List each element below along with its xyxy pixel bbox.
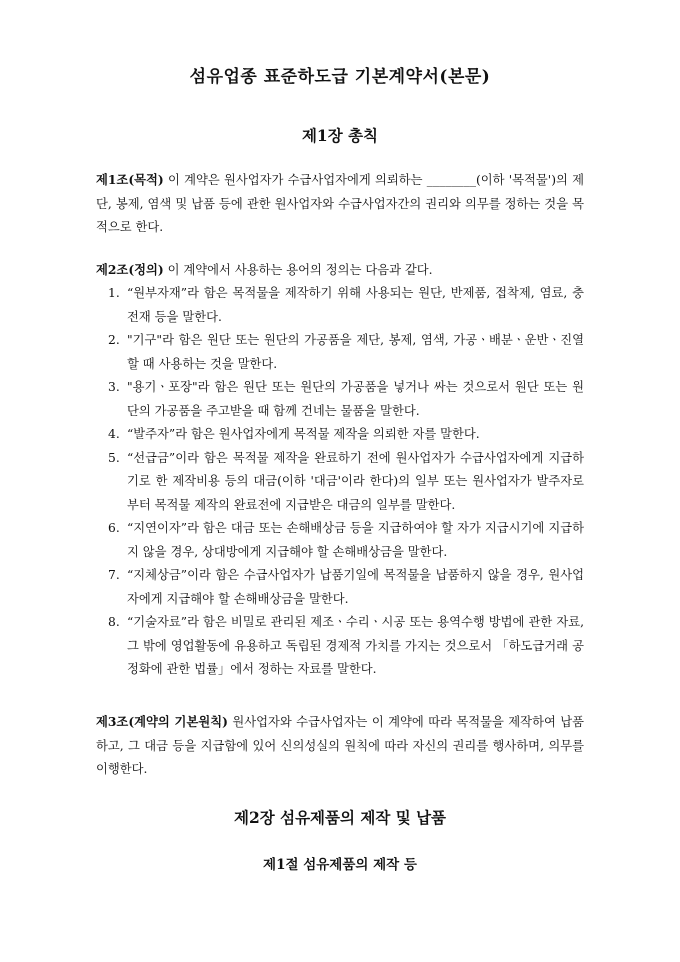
chapter-1-heading: 제1장 총칙 [301,126,379,145]
definition-number: 6. [108,521,120,535]
definition-item [96,564,584,611]
article-3-text: 원사업자와 수급사업자는 이 계약에 따라 목적물을 제작하여 납품하고, 그 대금 등을 지급함에 있어 신의성실의 원칙에 따라 자신의 권리를 행사하며, 의무를 이행한다. [96,715,585,776]
definition-text: “발주자”라 함은 원사업자에게 목적물 제작을 의뢰한 자를 말한다. [127,427,480,441]
definition-item [96,282,584,329]
article-1-heading: 제1조(목적) [96,172,164,187]
document-title: 섬유업종 표준하도급 기본계약서(본문) [189,67,491,87]
article-2-intro [96,258,584,283]
definition-item [96,376,584,423]
article-1 [96,168,584,240]
definition-number: 8. [108,615,120,629]
article-2-heading: 제2조(정의) [96,262,164,277]
definition-number: 3. [108,380,120,394]
article-3-heading: 제3조(계약의 기본원칙) [96,714,228,729]
article-1-text: 이 계약은 원사업자가 수급사업자에게 의뢰하는 ________(이하 '목적물')의 제단, 봉제, 염색 및 납품 등에 관한 원사업자와 수급사업자간의 권리와 의무를 정하는 것을 목적으로 한다. [96,173,584,234]
definition-item [96,611,584,682]
definition-item [96,423,584,447]
definition-number: 4. [108,427,120,441]
definition-item [96,329,584,376]
definition-number: 5. [108,450,120,465]
article-3 [96,710,584,782]
section-1-heading: 제1절 섬유제품의 제작 등 [263,857,417,873]
definition-text: “원부자재”라 함은 목적물을 제작하기 위해 사용되는 원단, 반제품, 접착제, 염료, 충전재 등을 말한다. [127,286,584,324]
chapter-2-heading: 제2장 섬유제품의 제작 및 납품 [233,808,447,827]
definition-number: 7. [108,568,120,582]
definition-text: "용기ㆍ포장"라 함은 원단 또는 원단의 가공품을 넣거나 싸는 것으로서 원단 또는 원단의 가공품을 주고받을 때 함께 건네는 물품을 말한다. [127,380,584,418]
definition-text: “지체상금”이라 함은 수급사업자가 납품기일에 목적물을 납품하지 않을 경우, 원사업자에게 지급해야 할 손해배상금을 말한다. [127,568,584,606]
definition-item [96,517,584,564]
definition-text: “선급금”이라 함은 목적물 제작을 완료하기 전에 원사업자가 수급사업자에게 지급하기로 한 제작비용 등의 대금(이하 '대금'이라 한다)의 일부 또는 원사업자가 발주자로부터 목적물 제작의 완료전에 지급받은 대금의 일부를 말한다. [127,450,584,512]
definition-number: 1. [108,286,120,300]
article-2-intro-text: 이 계약에서 사용하는 용어의 정의는 다음과 같다. [163,263,433,277]
definition-text: “지연이자”라 함은 대금 또는 손해배상금 등을 지급하여야 할 자가 지급시기에 지급하지 않을 경우, 상대방에게 지급해야 할 손해배상금을 말한다. [127,521,584,559]
definition-item [96,447,584,518]
definition-text: “기술자료”라 함은 비밀로 관리된 제조ㆍ수리ㆍ시공 또는 용역수행 방법에 관한 자료, 그 밖에 영업활동에 유용하고 독립된 경제적 가치를 가지는 것으로서 「하도급거래 공정화에 관한 법률」에서 정하는 자료를 말한다. [127,615,584,676]
definition-text: "기구"라 함은 원단 또는 원단의 가공품을 제단, 봉제, 염색, 가공ㆍ배분ㆍ운반ㆍ진열할 때 사용하는 것을 말한다. [127,333,584,371]
definition-number: 2. [108,333,120,347]
definition-list [96,282,584,682]
